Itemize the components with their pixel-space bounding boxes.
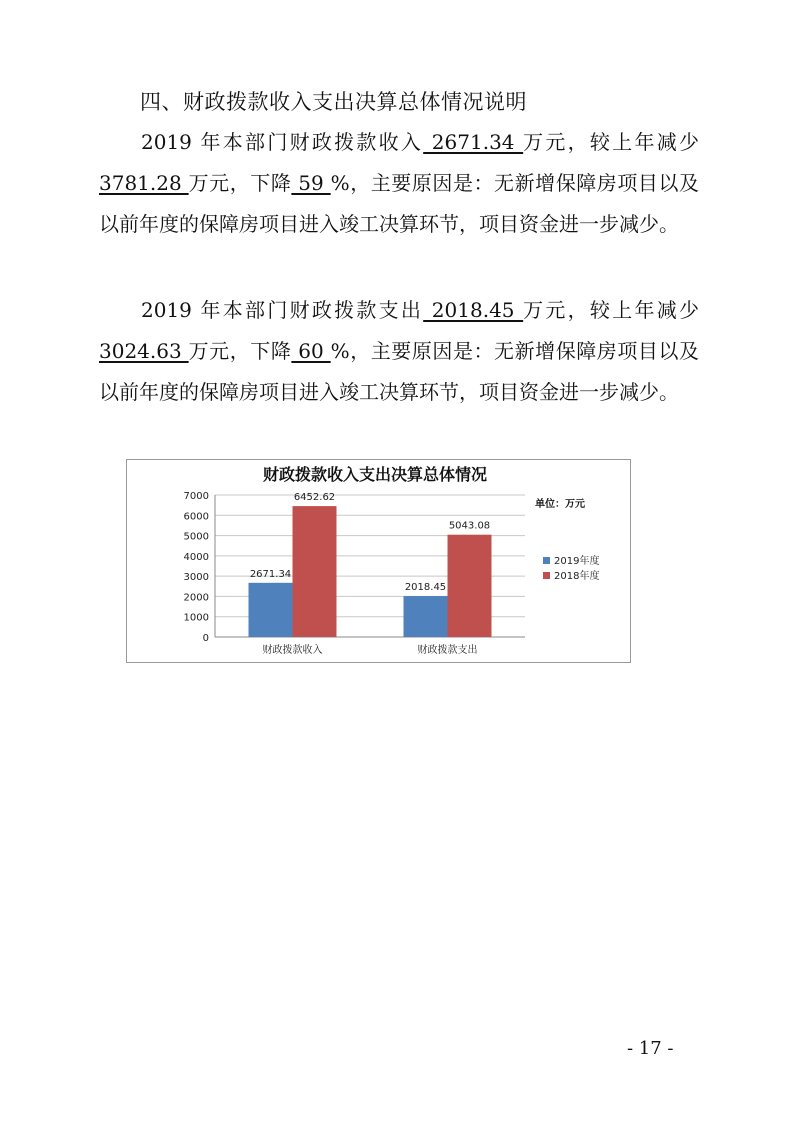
- bar: [448, 535, 492, 637]
- bar: [404, 596, 448, 637]
- chart-title: 财政拨款收入支出决算总体情况: [262, 465, 488, 484]
- income-amount: 2671.34: [423, 130, 524, 154]
- y-tick-label: 7000: [183, 491, 209, 502]
- y-tick-label: 1000: [183, 612, 209, 624]
- y-tick-label: 2000: [183, 592, 209, 604]
- data-label: 2018.45: [404, 582, 447, 594]
- text: 2019 年本部门财政拨款收入: [141, 130, 424, 154]
- text: %，主要原因是：无新增保障房项目以及以前年度的保障房项目进入竣工决算环节，项目资金进一步减少。: [99, 339, 699, 404]
- paragraph-income: [99, 122, 699, 245]
- legend-swatch: [543, 572, 550, 579]
- income-decrease-amount: 3781.28: [99, 171, 189, 195]
- data-label: 2671.34: [249, 568, 292, 580]
- bar: [249, 583, 293, 637]
- bar: [293, 506, 337, 637]
- x-tick-label: 财政拨款支出: [417, 645, 478, 656]
- y-tick-label: 0: [202, 633, 209, 644]
- bar-chart: [126, 459, 631, 663]
- text: 万元，下降: [188, 171, 292, 195]
- expense-decrease-amount: 3024.63: [99, 339, 189, 363]
- legend-label: 2018年度: [554, 571, 600, 582]
- text: 2019 年本部门财政拨款支出: [141, 298, 424, 322]
- text: 万元，较上年减少: [523, 298, 699, 322]
- text: 万元，较上年减少: [523, 130, 699, 154]
- y-tick-label: 3000: [183, 572, 209, 584]
- y-tick-label: 6000: [183, 511, 209, 523]
- income-decrease-percent: 59: [291, 171, 331, 195]
- text: 万元，下降: [188, 339, 292, 363]
- paragraph-expense: [99, 290, 699, 413]
- expense-decrease-percent: 60: [291, 339, 331, 363]
- section-heading: 四、财政拨款收入支出决算总体情况说明: [140, 90, 527, 114]
- legend-label: 2019年度: [554, 556, 600, 567]
- x-tick-label: 财政拨款收入: [262, 645, 323, 656]
- text: %，主要原因是：无新增保障房项目以及以前年度的保障房项目进入竣工决算环节，项目资金进一步减少。: [99, 171, 699, 236]
- chart-canvas: [127, 460, 630, 662]
- data-label: 6452.62: [293, 492, 336, 504]
- data-label: 5043.08: [448, 520, 491, 532]
- page-number: - 17 -: [627, 1038, 674, 1059]
- legend-swatch: [543, 557, 550, 564]
- chart-unit-note: 单位：万元: [535, 499, 585, 510]
- y-tick-label: 5000: [183, 531, 209, 543]
- y-tick-label: 4000: [183, 551, 209, 563]
- expense-amount: 2018.45: [423, 298, 524, 322]
